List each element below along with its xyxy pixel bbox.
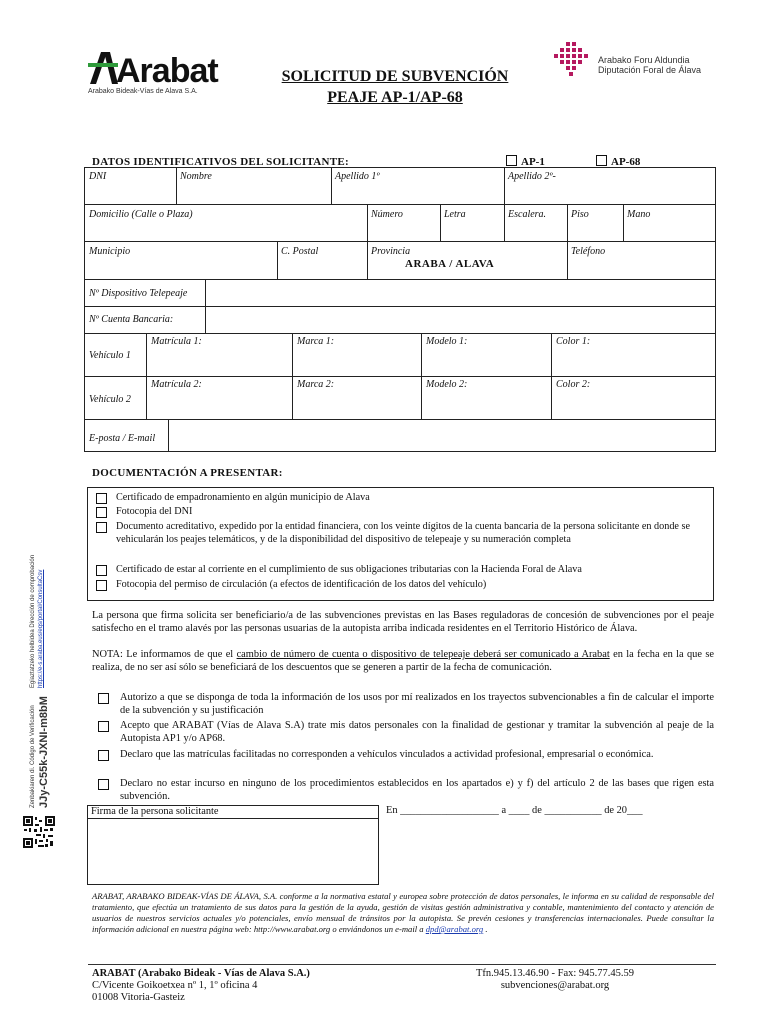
doc-checkbox[interactable] [96,565,107,576]
verification-code: JJy-C55k-JXNI-m8bM [38,696,50,808]
logo-subtitle: Arabako Bideak-Vías de Alava S.A. [88,88,198,95]
declaro-matriculas-checkbox[interactable] [98,750,109,761]
domicilio-label: Domicilio (Calle o Plaza) [89,209,193,220]
signature-label: Firma de la persona solicitante [91,806,219,817]
check-acepto[interactable]: Acepto que ARABAT (Vías de Alava S.A) trate mis datos personales con la finalidad de gestionar y tramitar la subvención al peaje de la Autopista AP1 y/o AP68. [98,719,714,745]
footer-email[interactable]: subvenciones@arabat.org [500,980,610,991]
section-title-documentacion: DOCUMENTACIÓN A PRESENTAR: [92,467,283,479]
vehiculo2-label: Vehículo 2 [89,394,131,405]
privacy-notice: ARABAT, ARABAKO BIDEAK-VÍAS DE ÁLAVA, S.A. conforme a la normativa estatal y europea sobre protección de datos personales, le informa en su calidad de responsable del tratamiento, que efectúa un tratamiento de sus datos para la gestión de la ayuda, gestión de visitas gestión administrativa y contable, mantenimiento del contacto y atención de usuarios de nuestros servicios actuales y/o potenciales, envío mensual de tránsitos por la autopista. Se prevén cesiones y transferencias internacionales. Puede consultar la información adicional en nuestra página web: http://www.arabat.org o enviándonos un e-mail a dpd@arabat.org . [92,891,714,934]
piso-label: Piso [571,209,589,220]
doc-checkbox[interactable] [96,507,107,518]
section-title-datos: DATOS IDENTIFICATIVOS DEL SOLICITANTE: [92,156,350,168]
doc-item-permiso-circulacion[interactable]: Fotocopia del permiso de circulación (a efectos de identificación de los datos del vehículo) [96,578,708,591]
qr-code-icon [22,815,56,849]
cpostal-label: C. Postal [281,246,319,257]
modelo1-label: Modelo 1: [426,336,468,347]
diputacion-logo [552,40,722,90]
telefono-label: Teléfono [571,246,606,257]
declaro-procedimientos-checkbox[interactable] [98,779,109,790]
dpd-email-link[interactable]: dpd@arabat.org [425,924,484,934]
nombre-label: Nombre [180,171,212,182]
logo-wordmark: Arabat [116,52,218,90]
ap1-option[interactable]: AP-1 [506,155,545,168]
declaration-paragraph: La persona que firma solicita ser beneficiario/a de las subvenciones previstas en las Bases reguladoras de concesión de subvenciones por el peaje satisfecho en el tramo alavés por las personas usuarias de la autopista arriba indicada residentes en el Territorio Histórico de Álava. [92,610,714,634]
footer-contact [440,968,670,992]
footer-phone: Tfn.945.13.46.90 - Fax: 945.77.45.59 [475,968,635,979]
cuenta-label: Nº Cuenta Bancaria: [89,314,174,325]
marca2-label: Marca 2: [297,379,335,390]
arabat-logo [88,50,218,100]
apellido1-label: Apellido 1º [335,171,380,182]
mano-label: Mano [627,209,651,220]
page-subtitle: PEAJE AP-1/AP-68 [327,89,463,106]
autorizo-checkbox[interactable] [98,693,109,704]
doc-checkbox[interactable] [96,493,107,504]
arabat-logo-icon [88,50,118,86]
verification-address: Egiaztatzeko helbidea Dirección de comprobación [30,554,36,688]
diputacion-name: Arabako Foru Aldundia Diputación Foral de Álava [598,55,702,75]
marca1-label: Marca 1: [297,336,335,347]
footer-address [92,968,422,1004]
footer-divider [88,964,716,965]
dispositivo-label: Nº Dispositivo Telepeaje [89,288,188,299]
footer-street: C/Vicente Goikoetxea nº 1, 1º oficina 4 [92,980,258,991]
verification-code-label: Zenbakiaren di. Código de Verificación [30,705,36,808]
escalera-label: Escalera. [508,209,547,220]
provincia-label: Provincia [371,246,411,257]
letra-label: Letra [444,209,466,220]
modelo2-label: Modelo 2: [426,379,468,390]
documentation-list [87,487,714,601]
vehiculo1-label: Vehículo 1 [89,350,131,361]
page-title: SOLICITUD DE SUBVENCIÓN [281,68,509,85]
municipio-label: Municipio [89,246,131,257]
matricula1-label: Matrícula 1: [151,336,202,347]
matricula2-label: Matrícula 2: [151,379,202,390]
footer-company: ARABAT (Arabako Bideak - Vías de Alava S.A.) [92,968,310,979]
acepto-checkbox[interactable] [98,721,109,732]
applicant-data-table [84,167,716,452]
check-declaro-matriculas[interactable]: Declaro que las matrículas facilitadas no corresponden a vehículos vinculados a actividad profesional, empresarial o económica. [98,748,714,761]
color1-label: Color 1: [556,336,591,347]
diputacion-emblem-icon [552,40,596,84]
place-date-line[interactable]: En ___________________ a ____ de ___________ de 20___ [386,805,643,816]
dni-label: DNI [89,171,107,182]
doc-item-hacienda[interactable]: Certificado de estar al corriente en el cumplimiento de sus obligaciones tributarias con la Hacienda Foral de Alava [96,563,708,576]
provincia-value: ARABA / ALAVA [405,258,495,270]
check-declaro-procedimientos[interactable]: Declaro no estar incurso en ninguno de los procedimientos establecidos en los apartados e) y f) del artículo 2 de las bases que rigen esta subvención. [98,777,714,803]
email-label: E-posta / E-mail [89,433,156,444]
ap1-checkbox[interactable] [506,155,517,166]
color2-label: Color 2: [556,379,591,390]
doc-checkbox[interactable] [96,580,107,591]
verification-url[interactable]: https://e-s.araba.eus/eqs/portal/ConsultaCsv [38,569,44,688]
doc-item-documento-bancario[interactable]: Documento acreditativo, expedido por la entidad financiera, con los veinte dígitos de la cuenta bancaria de la persona solicitante en donde se vehicularán los peajes telemáticos, y de la disponibilidad del dispositivo de telepeaje y su numeración completa [96,520,708,546]
doc-checkbox[interactable] [96,522,107,533]
numero-label: Número [371,209,403,220]
doc-item-dni[interactable]: Fotocopia del DNI [96,505,708,518]
declaration-note: NOTA: Le informamos de que el cambio de número de cuenta o dispositivo de telepeaje deberá ser comunicado a Arabat en la fecha en la que se realiza, de no ser así sólo se beneficiará de los descuentos que se generen a partir de la fecha de comunicación. [92,649,714,673]
ap68-option[interactable]: AP-68 [596,155,640,168]
signature-box[interactable] [87,805,379,885]
check-autorizo[interactable]: Autorizo a que se disponga de toda la información de los usos por mí realizados en los trayectos subvencionables a fin de calcular el importe de la subvención y su justificación [98,691,714,717]
ap68-checkbox[interactable] [596,155,607,166]
apellido2-label: Apellido 2º- [508,171,556,182]
doc-item-empadronamiento[interactable]: Certificado de empadronamiento en algún municipio de Alava [96,491,708,504]
footer-city: 01008 Vitoria-Gasteiz [92,992,185,1003]
